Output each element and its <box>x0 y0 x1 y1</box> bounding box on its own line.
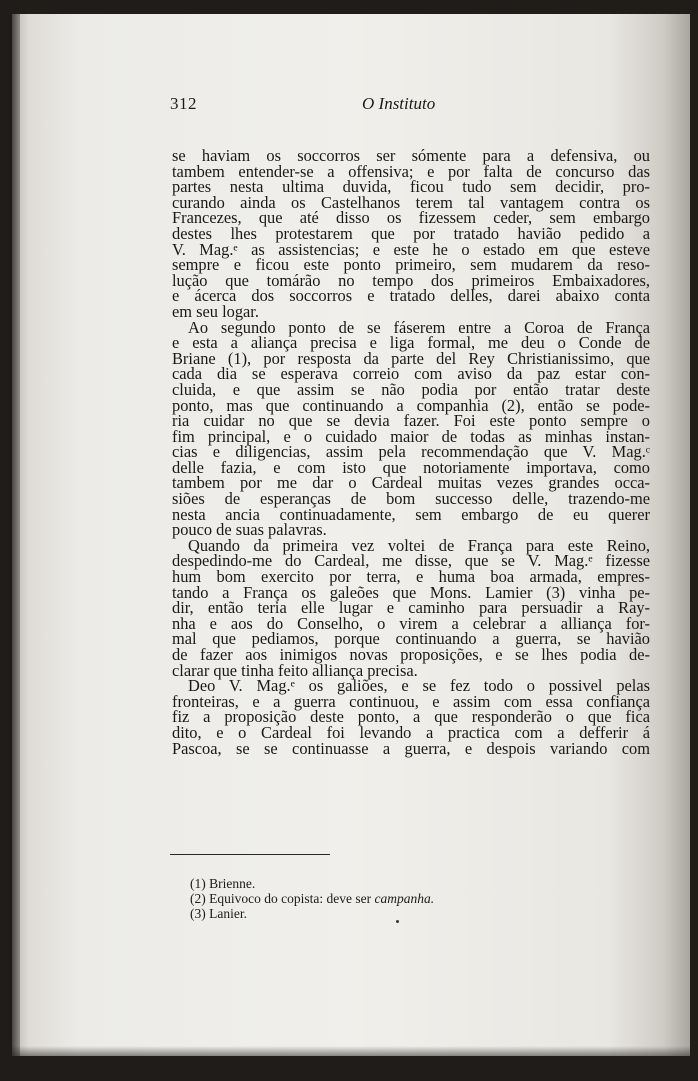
text-line: delle fazia, e com isto que notoriamente importava, como <box>172 457 650 477</box>
text-line: dir, então teria elle lugar e caminho para persuadir a Ray- <box>172 598 650 618</box>
text-line: V. Mag.ᵉ as assistencias; e este he o estado em que esteve <box>172 239 650 259</box>
footnote-emphasis: campanha. <box>374 891 435 906</box>
text-line: curando ainda os Castelhanos terem tal vantagem contra os <box>172 192 650 212</box>
body-text <box>172 148 650 756</box>
running-head <box>170 94 450 116</box>
text-line: cada dia se esperava correio com aviso da paz estar con- <box>172 364 650 384</box>
footnote-text: Equivoco do copista: deve ser <box>209 891 375 906</box>
text-line: cias e diligencias, assim pela recommendação que V. Mag.ᶜ <box>172 442 650 462</box>
text-line: Francezes, que até disso os fizessem ceder, sem embargo <box>172 208 650 228</box>
text-line: destes lhes protestarem que por tratado havião pedido a <box>172 223 650 243</box>
footnote-3 <box>190 906 610 921</box>
text-line: cluida, e que assim se não podia por então tratar deste <box>172 379 650 399</box>
text-line: tando a França os galeões que Mons. Lamier (3) vinha pe- <box>172 582 650 602</box>
text-line: dito, e o Cardeal foi levando a practica com a defferir á <box>172 722 650 742</box>
book-page <box>12 14 690 1056</box>
paragraph-end-line: em seu logar. <box>172 301 259 321</box>
text-line: lução que tomárão no tempo dos primeiros Embaixadores, <box>172 270 650 290</box>
footnote-marker: (1) <box>190 876 206 891</box>
text-line: tambem entender-se a offensiva; e por falta de concurso das <box>172 161 650 181</box>
paragraph-start-line: Ao segundo ponto de se fáserem entre a Coroa de França <box>188 317 650 337</box>
text-line: ponto, mas que continuando a companhia (2), então se pode- <box>172 395 650 415</box>
running-title: O Instituto <box>362 94 436 113</box>
page-number: 312 <box>170 94 197 113</box>
text-line: Pascoa, se se continuasse a guerra, e despois variando com <box>172 738 650 758</box>
paragraph-start-line: Quando da primeira vez voltei de França para este Reino, <box>188 535 650 555</box>
page-gutter <box>12 14 20 1056</box>
text-line: ria cuidar no que se devia fazer. Foi este ponto sempre o <box>172 411 650 431</box>
footnote-text: Brienne. <box>209 876 256 891</box>
footnote-text: Lanier. <box>209 906 247 921</box>
paragraph-start-line: Deo V. Mag.ᵉ os galiões, e se fez todo o possivel pelas <box>188 676 650 696</box>
text-line: siões de esperanças de bom successo delle, trazendo-me <box>172 489 650 509</box>
footnote-2 <box>190 891 610 906</box>
paragraph-end-line: clarar que tinha feito alliança precisa. <box>172 660 418 680</box>
text-line: despedindo-me do Cardeal, me disse, que se V. Mag.ᵉ fizesse <box>172 551 650 571</box>
ink-speck <box>396 920 399 923</box>
text-line: sempre e ficou este ponto primeiro, sem mudarem da reso- <box>172 255 650 275</box>
footnote-marker: (2) <box>190 891 206 906</box>
paragraph-end-line: pouco de suas palavras. <box>172 520 327 540</box>
footnote-1 <box>190 876 610 891</box>
footnote-marker: (3) <box>190 906 206 921</box>
text-line: e ácerca dos soccorros e tratado delles, darei abaixo conta <box>172 286 650 306</box>
text-line: mal que pediamos, porque continuando a guerra, se havião <box>172 629 650 649</box>
footnote-rule <box>170 854 330 855</box>
text-line: e esta a aliança precisa e liga formal, me deu o Conde de <box>172 333 650 353</box>
text-line: tambem por me dar o Cardeal muitas vezes grandes occa- <box>172 473 650 493</box>
page-bottom-shadow <box>12 1046 690 1056</box>
text-line: se haviam os soccorros ser sómente para a defensiva, ou <box>172 146 650 165</box>
text-line: de fazer aos inimigos novas proposições, e se lhes podia de- <box>172 645 650 664</box>
text-line: nha e aos do Conselho, o virem a celebrar a alliança for- <box>172 613 650 633</box>
text-line: fiz a proposição deste ponto, a que responderão o que fica <box>172 707 650 727</box>
text-line: hum bom exercito por terra, e huma boa armada, empres- <box>172 567 650 587</box>
text-line: partes nesta ultima duvida, ficou tudo sem decidir, pro- <box>172 177 650 197</box>
footnotes <box>190 876 610 921</box>
text-line: Briane (1), por resposta da parte del Rey Christianissimo, que <box>172 348 650 368</box>
text-line: nesta ancia continuadamente, sem embargo de eu querer <box>172 504 650 524</box>
text-line: fronteiras, e a guerra continuou, e assim com essa confiança <box>172 691 650 711</box>
text-line: fim principal, e o cuidado maior de todas as minhas instan- <box>172 426 650 446</box>
